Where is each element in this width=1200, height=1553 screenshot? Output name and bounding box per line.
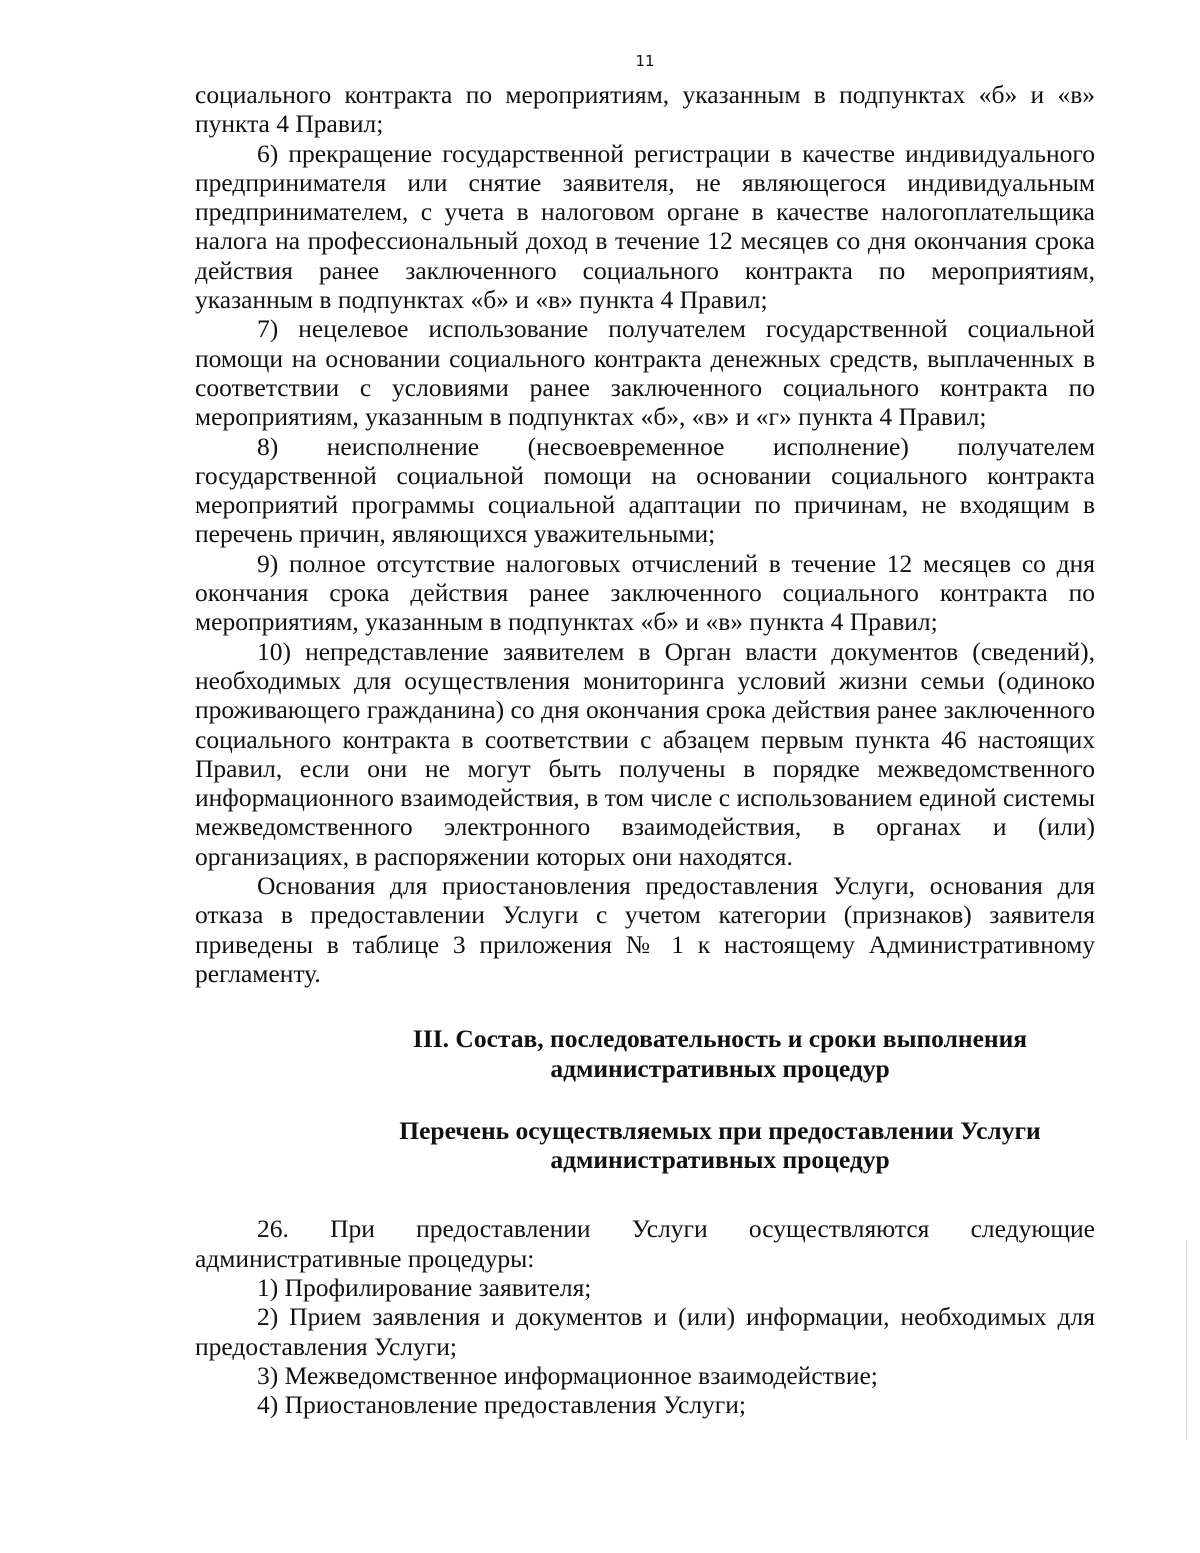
paragraph-item-10: 10) непредставление заявителем в Орган власти документов (сведений), необходимых для осуществления мониторинга условий жизни семьи (одиноко проживающего гражданина) со дня окончания срока действия ранее заключенного социального контракта в соответствии с абзацем первым пункта 46 настоящих Правил, если они не могут быть получены в порядке межведомственного информационного взаимодействия, в том числе с использованием единой системы межведомственного электронного взаимодействия, в органах и (или) организациях, в распоряжении которых они находятся. [195,636,1095,871]
paragraph-item-8: 8) неисполнение (несвоевременное исполнение) получателем государственной социальной помощи на основании социального контракта мероприятий программы социальной адаптации по причинам, не входящим в перечень причин, являющихся уважительными; [195,431,1095,549]
subsection-heading [195,1116,1095,1175]
clause-26: 26. При предоставлении Услуги осуществляются следующие административные процедуры: [195,1214,1095,1273]
subsection-heading-line-2: административных процедур [550,1145,890,1175]
document-body [195,80,1095,1419]
procedure-item-4: 4) Приостановление предоставления Услуги; [257,1390,746,1420]
procedure-item-3: 3) Межведомственное информационное взаимодействие; [257,1360,878,1390]
paragraph-item-6: 6) прекращение государственной регистрации в качестве индивидуального предпринимателя или снятие заявителя, не являющегося индивидуальным предпринимателем, с учета в налоговом органе в качестве налогоплательщика налога на профессиональный доход в течение 12 месяцев со дня окончания срока действия ранее заключенного социального контракта по мероприятиям, указанным в подпунктах «б» и «в» пункта 4 Правил; [195,138,1095,315]
section-heading-line-1: III. Состав, последовательность и сроки выполнения [412,1024,1028,1054]
procedure-item-2: 2) Прием заявления и документов и (или) информации, необходимых для предоставления Услуги; [195,1302,1095,1361]
paragraph-grounds: Основания для приостановления предоставления Услуги, основания для отказа в предоставлении Услуги с учетом категории (признаков) заявителя приведены в таблице 3 приложения № 1 к настоящему Административному регламенту. [195,871,1095,988]
subsection-heading-line-1: Перечень осуществляемых при предоставлении Услуги [399,1115,1041,1145]
paragraph-item-9: 9) полное отсутствие налоговых отчислений в течение 12 месяцев со дня окончания срока действия ранее заключенного социального контракта по мероприятиям, указанным в подпунктах «б» и «в» пункта 4 Правил; [195,548,1095,637]
page-number: 11 [635,52,655,70]
procedure-item-1: 1) Профилирование заявителя; [257,1272,592,1302]
section-heading-line-2: административных процедур [550,1053,890,1083]
section-heading [195,1024,1095,1083]
scan-margin-line [1186,1240,1187,1440]
paragraph-item-7: 7) нецелевое использование получателем государственной социальной помощи на основании социального контракта денежных средств, выплаченных в соответствии с условиями ранее заключенного социального контракта по мероприятиям, указанным в подпунктах «б», «в» и «г» пункта 4 Правил; [195,314,1095,432]
paragraph-continuation: социального контракта по мероприятиям, указанным в подпунктах «б» и «в» пункта 4 Правил; [195,80,1095,139]
